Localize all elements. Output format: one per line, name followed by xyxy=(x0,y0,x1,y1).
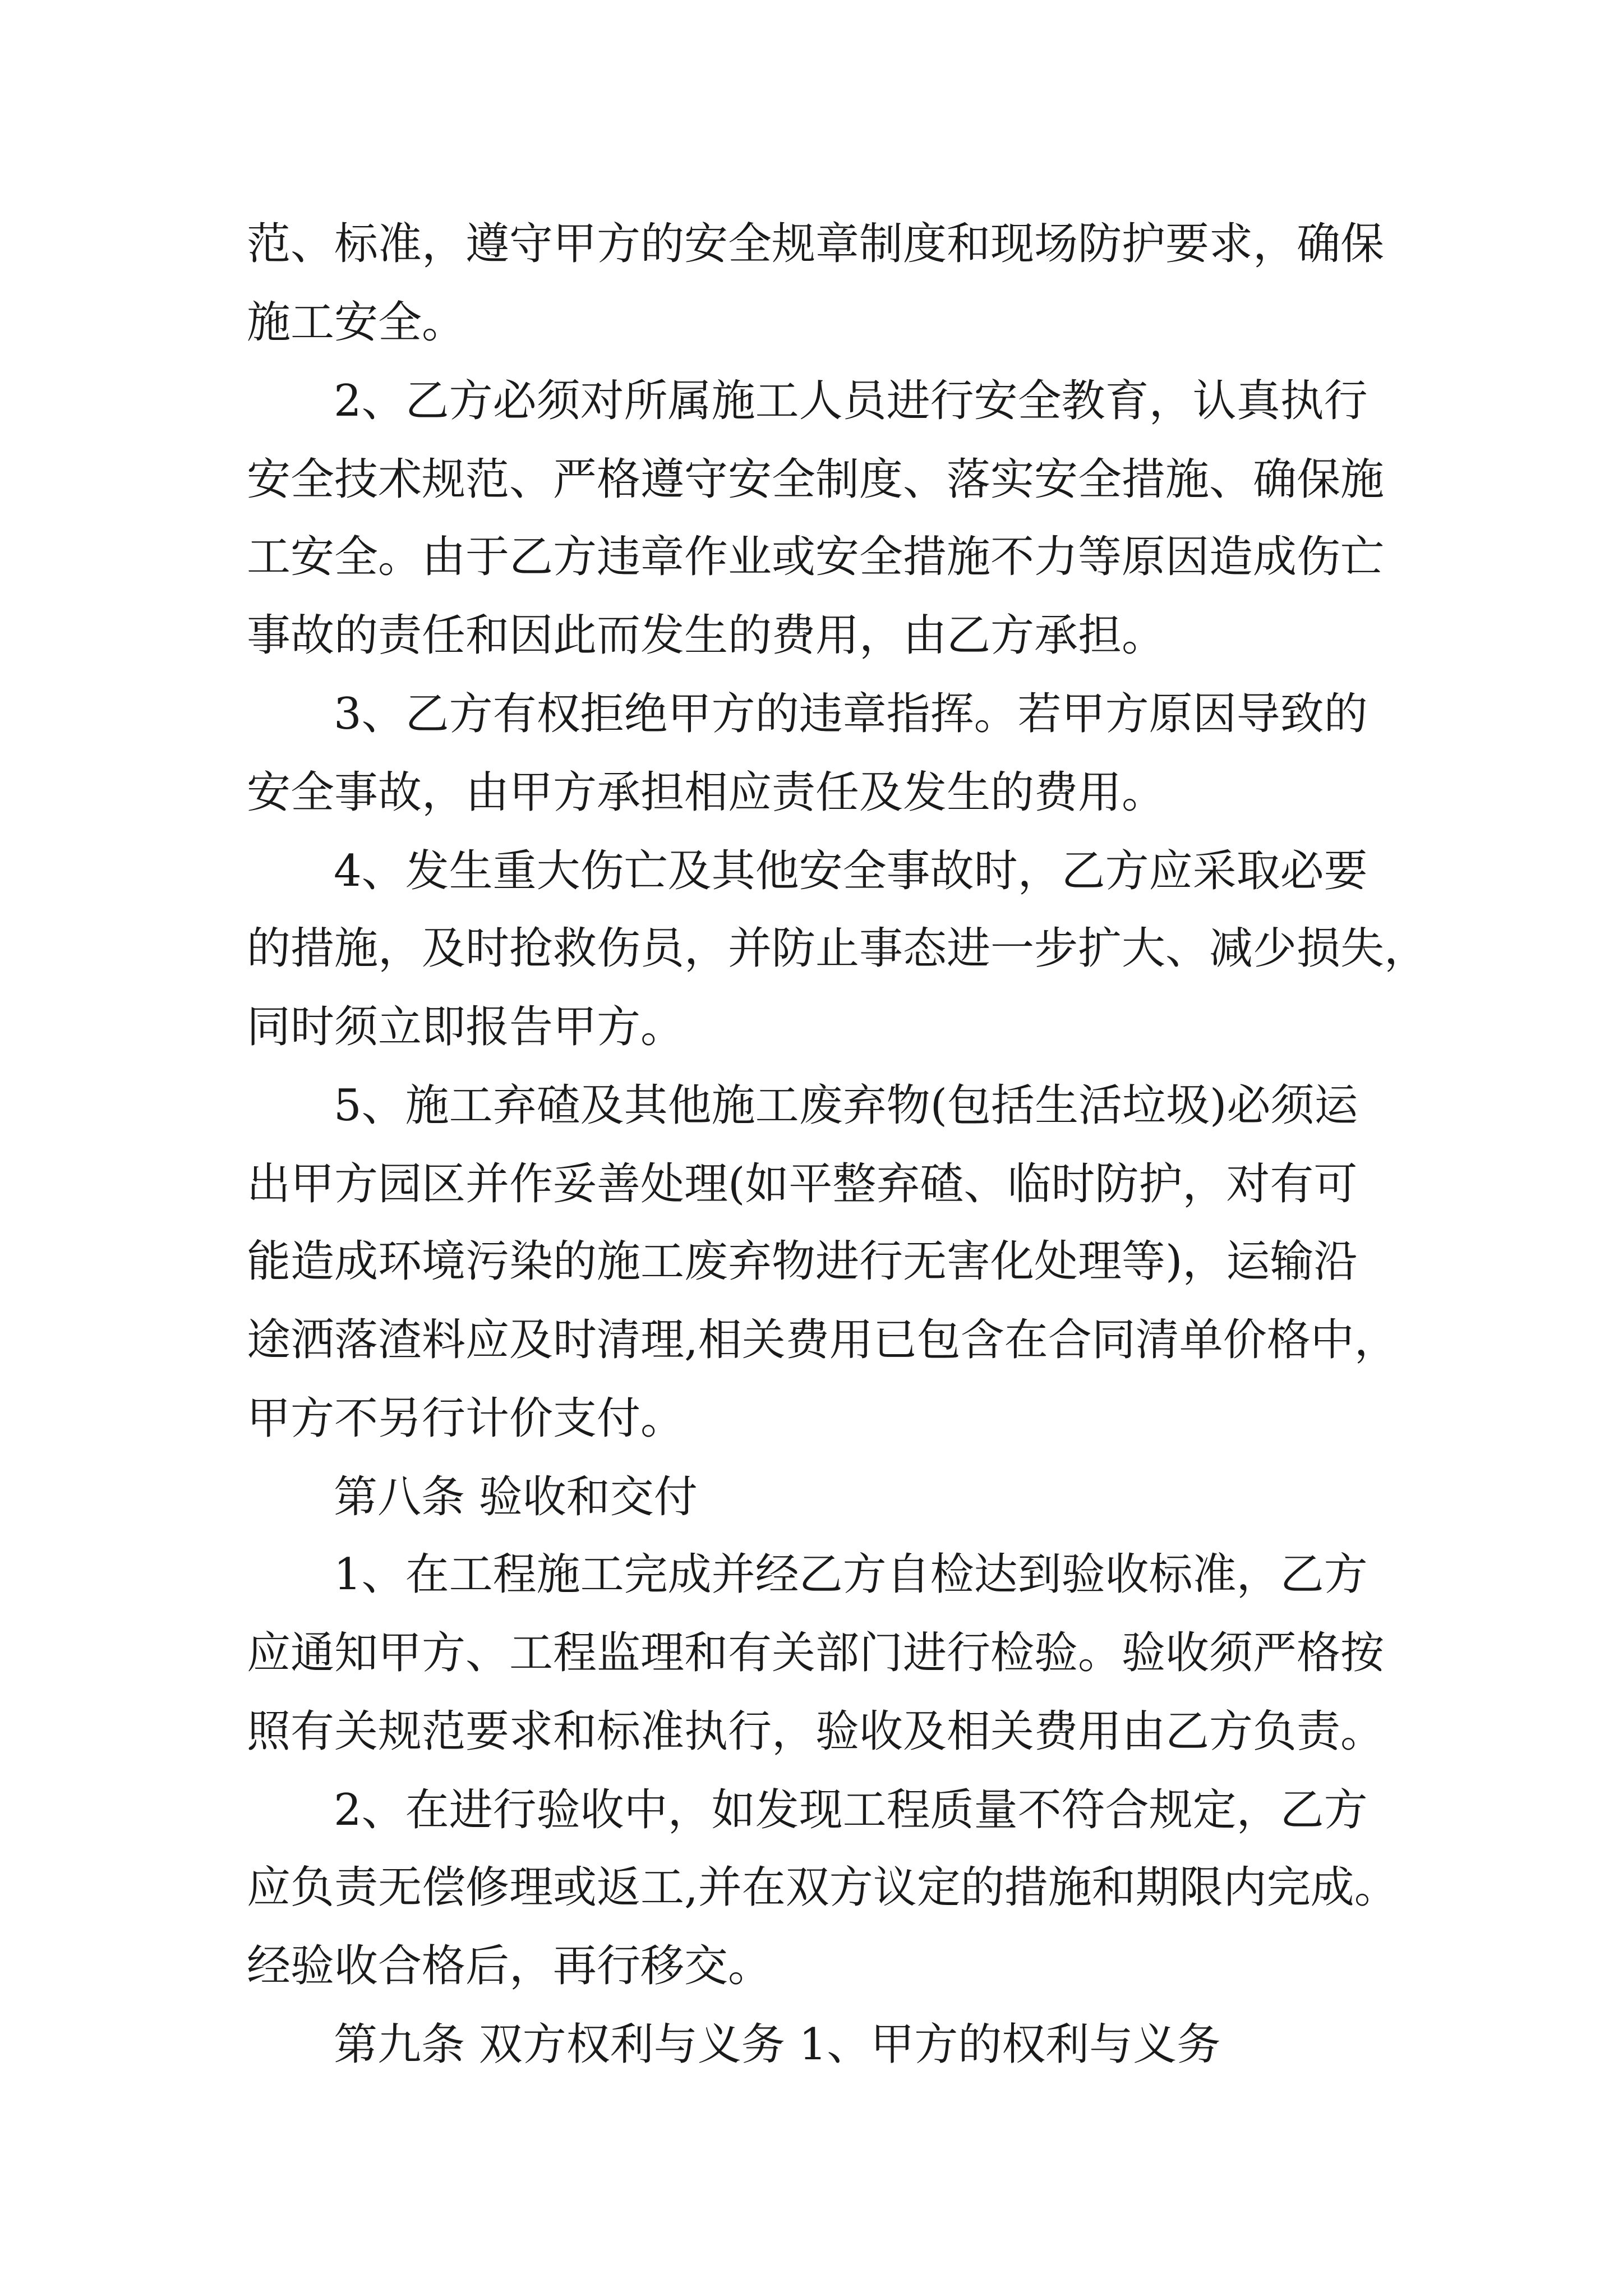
section-heading xyxy=(0,2008,1623,2081)
line-text: 第九条 双方权利与义务 1、甲方的权利与义务 xyxy=(334,2019,1221,2070)
text-line xyxy=(0,1382,1623,1455)
line-text: 安全技术规范、严格遵守安全制度、落实安全措施、确保施 xyxy=(247,454,1385,505)
text-line xyxy=(0,835,1623,908)
line-text: 照有关规范要求和标准执行，验收及相关费用由乙方负责。 xyxy=(247,1706,1385,1757)
text-line xyxy=(0,1304,1623,1377)
text-line xyxy=(0,599,1623,672)
text-line xyxy=(0,1930,1623,2003)
line-text: 第八条 验收和交付 xyxy=(334,1472,698,1522)
line-text: 工安全。由于乙方违章作业或安全措施不力等原因造成伤亡 xyxy=(247,532,1385,582)
text-line xyxy=(0,1538,1623,1611)
line-text: 甲方不另行计价支付。 xyxy=(247,1393,685,1444)
text-line xyxy=(0,1069,1623,1142)
line-text: 出甲方园区并作妥善处理(如平整弃碴、临时防护，对有可 xyxy=(247,1159,1358,1209)
text-line xyxy=(0,443,1623,516)
line-text: 事故的责任和因此而发生的费用，由乙方承担。 xyxy=(247,610,1166,661)
line-text: 能造成环境污染的施工废弃物进行无害化处理等)，运输沿 xyxy=(247,1236,1358,1287)
line-text: 途洒落渣料应及时清理,相关费用已包含在合同清单价格中， xyxy=(247,1315,1398,1365)
line-text: 安全事故，由甲方承担相应责任及发生的费用。 xyxy=(247,767,1166,818)
line-text: 施工安全。 xyxy=(247,297,466,348)
text-line xyxy=(0,521,1623,593)
text-line xyxy=(0,286,1623,359)
section-heading xyxy=(0,1461,1623,1534)
line-text: 2、乙方必须对所属施工人员进行安全教育，认真执行 xyxy=(334,376,1368,426)
text-line xyxy=(0,678,1623,751)
text-line xyxy=(0,365,1623,438)
text-line xyxy=(0,1225,1623,1298)
text-line xyxy=(0,912,1623,985)
line-text: 应通知甲方、工程监理和有关部门进行检验。验收须严格按 xyxy=(247,1628,1385,1678)
text-line xyxy=(0,1774,1623,1847)
text-line xyxy=(0,1148,1623,1221)
line-text: 范、标准，遵守甲方的安全规章制度和现场防护要求，确保 xyxy=(247,219,1385,269)
line-text: 2、在进行验收中，如发现工程质量不符合规定，乙方 xyxy=(334,1785,1368,1835)
line-text: 1、在工程施工完成并经乙方自检达到验收标准，乙方 xyxy=(334,1549,1368,1600)
text-line xyxy=(0,991,1623,1064)
text-line xyxy=(0,1617,1623,1690)
line-text: 4、发生重大伤亡及其他安全事故时，乙方应采取必要 xyxy=(334,846,1368,896)
text-line xyxy=(0,756,1623,829)
line-text: 应负责无偿修理或返工,并在双方议定的措施和期限内完成。 xyxy=(247,1862,1398,1913)
text-line xyxy=(0,208,1623,280)
line-text: 经验收合格后，再行移交。 xyxy=(247,1941,772,1991)
line-text: 3、乙方有权拒绝甲方的违章指挥。若甲方原因导致的 xyxy=(334,689,1368,739)
text-line xyxy=(0,1695,1623,1768)
line-text: 同时须立即报告甲方。 xyxy=(247,1002,685,1052)
line-text: 的措施，及时抢救伤员，并防止事态进一步扩大、减少损失， xyxy=(247,923,1428,974)
line-text: 5、施工弃碴及其他施工废弃物(包括生活垃圾)必须运 xyxy=(334,1080,1358,1131)
text-line xyxy=(0,1851,1623,1924)
